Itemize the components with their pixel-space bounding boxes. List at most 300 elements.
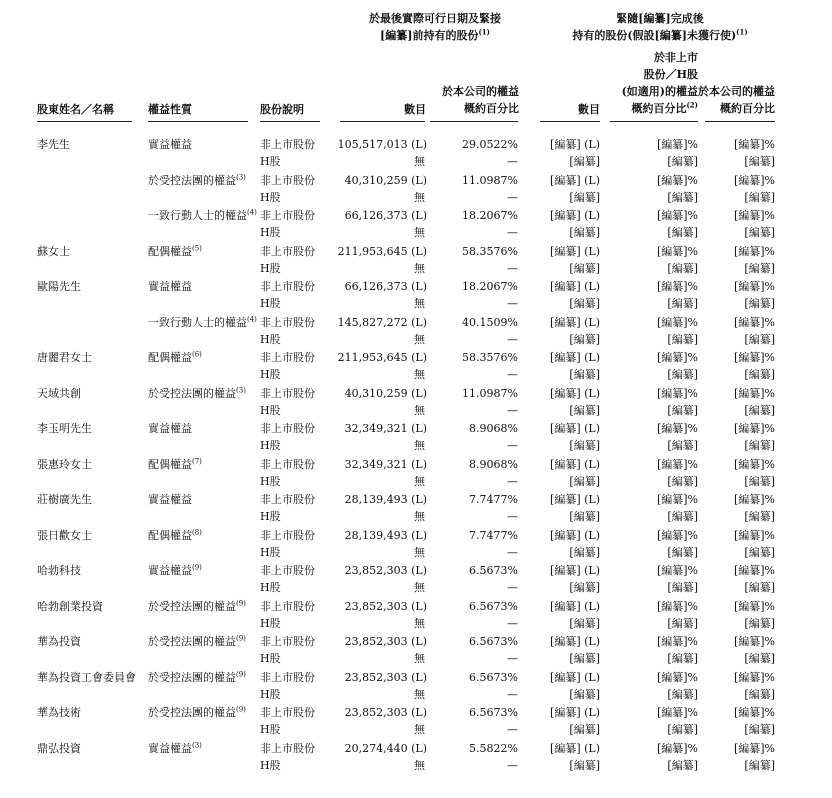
share-desc-unlisted: 非上市股份 [260, 422, 315, 435]
group-header-after [550, 10, 770, 44]
share-desc-unlisted: 非上市股份 [260, 280, 315, 293]
share-desc-unlisted: 非上市股份 [260, 741, 315, 755]
footnote-ref: (1) [736, 27, 748, 37]
share-pct-before: 6.5673% [469, 599, 518, 613]
group-header-before-line2: [編纂]前持有的股份 [380, 29, 479, 42]
header-underline [148, 121, 248, 122]
footnote-ref: (6) [192, 350, 202, 359]
h-pct-total-after: [編纂] [744, 439, 775, 452]
shareholder-name: 華為投資工會委員會 [37, 670, 136, 684]
h-count-before: 無 [414, 723, 425, 736]
share-pct-before: 6.5673% [469, 670, 518, 684]
h-pct-before: — [507, 332, 518, 346]
shareholder-name: 華為投資 [37, 635, 81, 648]
h-count-after: [編纂] [569, 190, 600, 204]
h-pct-total-after: [編纂] [744, 261, 775, 275]
h-pct-total-after: [編纂] [744, 368, 775, 381]
share-desc-h: H股 [260, 616, 281, 630]
share-pct-before: 6.5673% [469, 635, 518, 648]
share-count-after: [編纂] (L) [550, 173, 600, 187]
share-pct-total-after: [編纂]% [733, 244, 775, 258]
h-count-after: [編纂] [569, 226, 600, 239]
share-desc-h: H股 [260, 652, 281, 665]
h-pct-class-after: [編纂] [667, 510, 698, 523]
share-count-before: 23,852,303 (L) [344, 599, 427, 613]
header-underline [705, 121, 775, 122]
share-count-before: 40,310,259 (L) [344, 386, 427, 400]
h-pct-before: — [507, 403, 518, 417]
share-pct-before: 58.3576% [462, 244, 518, 258]
interest-nature [148, 351, 202, 364]
share-desc-h: H股 [260, 190, 281, 204]
share-desc-h: H股 [260, 581, 281, 594]
h-pct-total-after: [編纂] [744, 687, 775, 701]
h-count-before: 無 [414, 545, 425, 559]
h-pct-before: — [507, 581, 518, 594]
share-count-after: [編纂] (L) [550, 706, 600, 719]
interest-nature-text: 於受控法團的權益 [148, 173, 236, 187]
interest-nature [148, 635, 246, 648]
share-pct-total-after: [編纂]% [733, 209, 775, 222]
h-pct-before: — [507, 439, 518, 452]
shareholder-name: 蘇女士 [37, 244, 70, 258]
h-count-before: 無 [414, 403, 425, 417]
share-count-before: 66,126,373 (L) [344, 209, 427, 222]
footnote-ref: (9) [236, 598, 246, 607]
share-count-before: 23,852,303 (L) [344, 635, 427, 648]
share-pct-class-after: [編纂]% [656, 741, 698, 755]
h-count-after: [編纂] [569, 723, 600, 736]
share-pct-class-after: [編纂]% [656, 564, 698, 577]
h-count-before: 無 [414, 758, 425, 772]
share-count-after: [編纂] (L) [550, 528, 600, 542]
interest-nature [148, 316, 257, 329]
h-count-after: [編纂] [569, 545, 600, 559]
share-desc-h: H股 [260, 261, 281, 275]
share-desc-h: H股 [260, 687, 281, 701]
share-pct-before: 18.2067% [462, 280, 518, 293]
h-pct-before: — [507, 758, 518, 772]
interest-nature-text: 於受控法團的權益 [148, 706, 236, 719]
h-pct-class-after: [編纂] [667, 687, 698, 701]
col-header-pct-total-after: 於本公司的權益 概約百分比 [698, 85, 775, 115]
share-desc-unlisted: 非上市股份 [260, 173, 315, 187]
interest-nature [148, 174, 246, 187]
header-underline [37, 121, 132, 122]
h-pct-total-after: [編纂] [744, 332, 775, 346]
share-pct-class-after: [編纂]% [656, 493, 698, 506]
share-pct-class-after: [編纂]% [656, 209, 698, 222]
share-desc-h: H股 [260, 758, 281, 772]
h-count-before: 無 [414, 581, 425, 594]
share-pct-total-after: [編纂]% [733, 564, 775, 577]
header-underline [340, 121, 425, 122]
shareholder-name: 李先生 [37, 138, 70, 151]
col-header-nature: 權益性質 [148, 103, 192, 116]
share-pct-before: 7.7477% [469, 528, 518, 542]
h-pct-class-after: [編纂] [667, 723, 698, 736]
interest-nature [148, 245, 202, 258]
h-count-before: 無 [414, 332, 425, 346]
h-pct-class-after: [編纂] [667, 226, 698, 239]
h-count-after: [編纂] [569, 474, 600, 488]
share-desc-h: H股 [260, 723, 281, 736]
share-pct-before: 18.2067% [462, 209, 518, 222]
share-pct-before: 6.5673% [469, 564, 518, 577]
interest-nature [148, 529, 202, 542]
interest-nature-text: 實益權益 [148, 422, 192, 435]
col-header-desc: 股份說明 [260, 103, 304, 116]
h-count-before: 無 [414, 687, 425, 701]
footnote-ref: (3) [236, 172, 246, 181]
share-count-after: [編纂] (L) [550, 280, 600, 293]
h-pct-class-after: [編纂] [667, 297, 698, 310]
interest-nature [148, 280, 192, 293]
share-desc-unlisted: 非上市股份 [260, 670, 315, 684]
h-count-before: 無 [414, 652, 425, 665]
h-pct-total-after: [編纂] [744, 581, 775, 594]
share-count-before: 28,139,493 (L) [344, 493, 427, 506]
h-pct-before: — [507, 545, 518, 559]
interest-nature-text: 實益權益 [148, 138, 192, 151]
share-desc-h: H股 [260, 510, 281, 523]
h-pct-total-after: [編纂] [744, 723, 775, 736]
footnote-ref: (7) [192, 456, 202, 465]
share-pct-before: 8.9068% [469, 422, 518, 435]
share-count-after: [編纂] (L) [550, 599, 600, 613]
h-pct-class-after: [編纂] [667, 545, 698, 559]
shareholder-name: 華為技術 [37, 706, 81, 719]
interest-nature [148, 422, 192, 435]
share-count-after: [編纂] (L) [550, 493, 600, 506]
share-count-after: [編纂] (L) [550, 138, 600, 151]
share-desc-h: H股 [260, 545, 281, 559]
share-desc-h: H股 [260, 297, 281, 310]
shareholder-name: 莊樹廣先生 [37, 493, 92, 506]
interest-nature [148, 564, 202, 577]
interest-nature-text: 於受控法團的權益 [148, 386, 236, 400]
h-count-after: [編纂] [569, 581, 600, 594]
interest-nature [148, 671, 246, 684]
h-pct-before: — [507, 652, 518, 665]
h-pct-total-after: [編纂] [744, 510, 775, 523]
share-count-after: [編纂] (L) [550, 244, 600, 258]
h-pct-class-after: [編纂] [667, 616, 698, 630]
h-count-after: [編纂] [569, 510, 600, 523]
h-pct-total-after: [編纂] [744, 190, 775, 204]
shareholder-name: 唐麗君女士 [37, 351, 92, 364]
h-count-after: [編纂] [569, 758, 600, 772]
h-pct-class-after: [編纂] [667, 652, 698, 665]
h-pct-before: — [507, 510, 518, 523]
footnote-ref: (8) [192, 527, 202, 536]
h-pct-before: — [507, 155, 518, 168]
h-pct-class-after: [編纂] [667, 190, 698, 204]
interest-nature-text: 一致行動人士的權益 [148, 209, 247, 222]
interest-nature-text: 實益權益 [148, 280, 192, 293]
h-pct-class-after: [編纂] [667, 758, 698, 772]
shareholder-name: 張惠玲女士 [37, 457, 92, 471]
share-count-before: 40,310,259 (L) [344, 173, 427, 187]
interest-nature-text: 實益權益 [148, 493, 192, 506]
h-pct-class-after: [編纂] [667, 332, 698, 346]
shareholder-name: 天域共創 [37, 386, 81, 400]
h-count-before: 無 [414, 616, 425, 630]
share-count-before: 23,852,303 (L) [344, 564, 427, 577]
share-desc-unlisted: 非上市股份 [260, 528, 315, 542]
share-desc-h: H股 [260, 155, 281, 168]
share-count-after: [編纂] (L) [550, 386, 600, 400]
h-count-after: [編纂] [569, 403, 600, 417]
share-desc-unlisted: 非上市股份 [260, 599, 315, 613]
h-pct-total-after: [編纂] [744, 652, 775, 665]
share-desc-unlisted: 非上市股份 [260, 493, 315, 506]
h-pct-before: — [507, 368, 518, 381]
share-count-after: [編纂] (L) [550, 564, 600, 577]
footnote-ref: (9) [192, 563, 202, 572]
share-pct-class-after: [編纂]% [656, 670, 698, 684]
h-pct-class-after: [編纂] [667, 403, 698, 417]
share-count-after: [編纂] (L) [550, 457, 600, 471]
group-header-after-line2: 持有的股份(假設[編纂]未獲行使) [572, 29, 737, 42]
footnote-ref: (3) [236, 385, 246, 394]
h-pct-total-after: [編纂] [744, 474, 775, 488]
share-count-before: 32,349,321 (L) [344, 457, 427, 471]
interest-nature-text: 配偶權益 [148, 528, 192, 542]
share-count-after: [編纂] (L) [550, 670, 600, 684]
h-pct-before: — [507, 616, 518, 630]
h-pct-total-after: [編纂] [744, 758, 775, 772]
share-count-before: 211,953,645 (L) [337, 244, 427, 258]
footnote-ref: (4) [247, 208, 257, 217]
shareholder-name: 鼎弘投資 [37, 741, 81, 755]
group-header-before-line1: 於最後實際可行日期及緊接 [369, 12, 501, 25]
share-desc-h: H股 [260, 332, 281, 346]
shareholder-name: 哈勃科技 [37, 564, 81, 577]
h-count-before: 無 [414, 439, 425, 452]
share-desc-unlisted: 非上市股份 [260, 457, 315, 471]
share-desc-h: H股 [260, 226, 281, 239]
h-pct-before: — [507, 687, 518, 701]
h-pct-total-after: [編纂] [744, 226, 775, 239]
share-desc-unlisted: 非上市股份 [260, 386, 315, 400]
share-count-after: [編纂] (L) [550, 209, 600, 222]
shareholder-name: 張日歡女士 [37, 528, 92, 542]
h-pct-total-after: [編纂] [744, 155, 775, 168]
h-count-after: [編纂] [569, 368, 600, 381]
share-count-before: 105,517,013 (L) [337, 138, 427, 151]
h-pct-class-after: [編纂] [667, 474, 698, 488]
footnote-ref: (5) [192, 243, 202, 252]
share-pct-class-after: [編纂]% [656, 315, 698, 329]
share-count-before: 32,349,321 (L) [344, 422, 427, 435]
share-pct-before: 5.5822% [469, 741, 518, 755]
header-underline [610, 121, 698, 122]
share-count-after: [編纂] (L) [550, 741, 600, 755]
share-desc-unlisted: 非上市股份 [260, 209, 315, 222]
share-count-before: 23,852,303 (L) [344, 706, 427, 719]
share-pct-before: 7.7477% [469, 493, 518, 506]
share-pct-total-after: [編纂]% [733, 315, 775, 329]
share-pct-before: 8.9068% [469, 457, 518, 471]
interest-nature [148, 742, 202, 755]
interest-nature-text: 配偶權益 [148, 457, 192, 471]
share-desc-unlisted: 非上市股份 [260, 564, 315, 577]
interest-nature-text: 於受控法團的權益 [148, 670, 236, 684]
h-pct-total-after: [編纂] [744, 297, 775, 310]
interest-nature-text: 配偶權益 [148, 244, 192, 258]
share-count-before: 145,827,272 (L) [337, 315, 427, 329]
h-count-before: 無 [414, 226, 425, 239]
share-pct-total-after: [編纂]% [733, 173, 775, 187]
h-count-after: [編纂] [569, 652, 600, 665]
shareholder-name: 哈勃創業投資 [37, 599, 103, 613]
group-header-before [345, 10, 525, 44]
h-count-after: [編纂] [569, 687, 600, 701]
share-desc-unlisted: 非上市股份 [260, 635, 315, 648]
share-pct-total-after: [編纂]% [733, 457, 775, 471]
share-desc-unlisted: 非上市股份 [260, 706, 315, 719]
h-count-after: [編纂] [569, 332, 600, 346]
h-pct-total-after: [編纂] [744, 616, 775, 630]
h-count-before: 無 [414, 190, 425, 204]
h-pct-class-after: [編纂] [667, 368, 698, 381]
shareholder-name: 歐陽先生 [37, 280, 81, 293]
interest-nature-text: 實益權益 [148, 564, 192, 577]
h-pct-before: — [507, 261, 518, 275]
h-pct-before: — [507, 190, 518, 204]
share-count-before: 211,953,645 (L) [337, 351, 427, 364]
footnote-ref: (3) [192, 740, 202, 749]
share-pct-before: 29.0522% [462, 138, 518, 151]
footnote-ref: (9) [236, 634, 246, 643]
share-desc-h: H股 [260, 474, 281, 488]
share-pct-class-after: [編纂]% [656, 351, 698, 364]
header-underline [260, 121, 320, 122]
h-pct-class-after: [編纂] [667, 261, 698, 275]
share-pct-class-after: [編纂]% [656, 173, 698, 187]
share-pct-class-after: [編纂]% [656, 244, 698, 258]
footnote-ref: (9) [236, 705, 246, 714]
interest-nature [148, 138, 192, 151]
h-count-before: 無 [414, 155, 425, 168]
share-pct-class-after: [編纂]% [656, 386, 698, 400]
interest-nature-text: 於受控法團的權益 [148, 599, 236, 613]
share-pct-total-after: [編纂]% [733, 635, 775, 648]
col-header-name: 股東姓名／名稱 [37, 103, 114, 116]
interest-nature [148, 387, 246, 400]
share-pct-class-after: [編纂]% [656, 528, 698, 542]
share-pct-total-after: [編纂]% [733, 599, 775, 613]
col-header-pct-class-after: 於非上市 股份／H股 (如適用)的權益 概約百分比$^{(2)}$ [621, 51, 698, 115]
interest-nature-text: 於受控法團的權益 [148, 635, 236, 648]
h-count-before: 無 [414, 474, 425, 488]
share-pct-before: 11.0987% [462, 386, 518, 400]
shareholder-name: 李玉明先生 [37, 422, 92, 435]
footnote-ref: (9) [236, 669, 246, 678]
h-count-after: [編纂] [569, 261, 600, 275]
share-pct-total-after: [編纂]% [733, 741, 775, 755]
h-pct-before: — [507, 723, 518, 736]
h-pct-class-after: [編纂] [667, 581, 698, 594]
h-pct-before: — [507, 226, 518, 239]
share-pct-total-after: [編纂]% [733, 528, 775, 542]
footnote-ref: (2) [686, 100, 698, 110]
share-count-before: 66,126,373 (L) [344, 280, 427, 293]
h-pct-class-after: [編纂] [667, 155, 698, 168]
share-pct-total-after: [編纂]% [733, 706, 775, 719]
share-pct-class-after: [編纂]% [656, 635, 698, 648]
share-pct-total-after: [編纂]% [733, 138, 775, 151]
h-count-after: [編纂] [569, 439, 600, 452]
interest-nature [148, 706, 246, 719]
share-count-after: [編纂] (L) [550, 315, 600, 329]
share-pct-class-after: [編纂]% [656, 138, 698, 151]
h-count-after: [編纂] [569, 155, 600, 168]
interest-nature-text: 實益權益 [148, 741, 192, 755]
header-underline [540, 121, 600, 122]
h-pct-before: — [507, 297, 518, 310]
h-pct-total-after: [編纂] [744, 545, 775, 559]
share-pct-total-after: [編纂]% [733, 493, 775, 506]
group-header-after-line1: 緊隨[編纂]完成後 [616, 12, 704, 25]
share-pct-total-after: [編纂]% [733, 351, 775, 364]
col-header-count-before: 數目 [404, 103, 426, 116]
share-pct-total-after: [編纂]% [733, 670, 775, 684]
share-pct-class-after: [編纂]% [656, 599, 698, 613]
share-count-before: 23,852,303 (L) [344, 670, 427, 684]
interest-nature [148, 458, 202, 471]
interest-nature [148, 600, 246, 613]
share-count-before: 20,274,440 (L) [344, 741, 427, 755]
h-count-after: [編纂] [569, 616, 600, 630]
share-desc-unlisted: 非上市股份 [260, 351, 315, 364]
share-pct-class-after: [編纂]% [656, 280, 698, 293]
h-pct-total-after: [編纂] [744, 403, 775, 417]
header-underline [430, 121, 518, 122]
interest-nature-text: 配偶權益 [148, 351, 192, 364]
share-count-after: [編纂] (L) [550, 635, 600, 648]
share-pct-total-after: [編纂]% [733, 386, 775, 400]
share-count-after: [編纂] (L) [550, 351, 600, 364]
share-pct-class-after: [編纂]% [656, 422, 698, 435]
share-pct-class-after: [編纂]% [656, 706, 698, 719]
footnote-ref: (1) [478, 27, 490, 37]
share-desc-unlisted: 非上市股份 [260, 138, 315, 151]
interest-nature [148, 209, 257, 222]
h-count-before: 無 [414, 261, 425, 275]
interest-nature-text: 一致行動人士的權益 [148, 315, 247, 329]
h-pct-before: — [507, 474, 518, 488]
share-pct-total-after: [編纂]% [733, 422, 775, 435]
share-desc-unlisted: 非上市股份 [260, 315, 315, 329]
share-pct-before: 6.5673% [469, 706, 518, 719]
share-desc-unlisted: 非上市股份 [260, 244, 315, 258]
share-count-before: 28,139,493 (L) [344, 528, 427, 542]
share-pct-before: 11.0987% [462, 173, 518, 187]
footnote-ref: (4) [247, 314, 257, 323]
col-header-pct-before: 於本公司的權益 概約百分比 [442, 85, 519, 115]
share-desc-h: H股 [260, 368, 281, 381]
h-count-before: 無 [414, 368, 425, 381]
h-count-before: 無 [414, 297, 425, 310]
h-count-before: 無 [414, 510, 425, 523]
interest-nature [148, 493, 192, 506]
col-header-count-after: 數目 [578, 103, 600, 116]
share-desc-h: H股 [260, 403, 281, 417]
share-pct-before: 40.1509% [462, 315, 518, 329]
h-count-after: [編纂] [569, 297, 600, 310]
